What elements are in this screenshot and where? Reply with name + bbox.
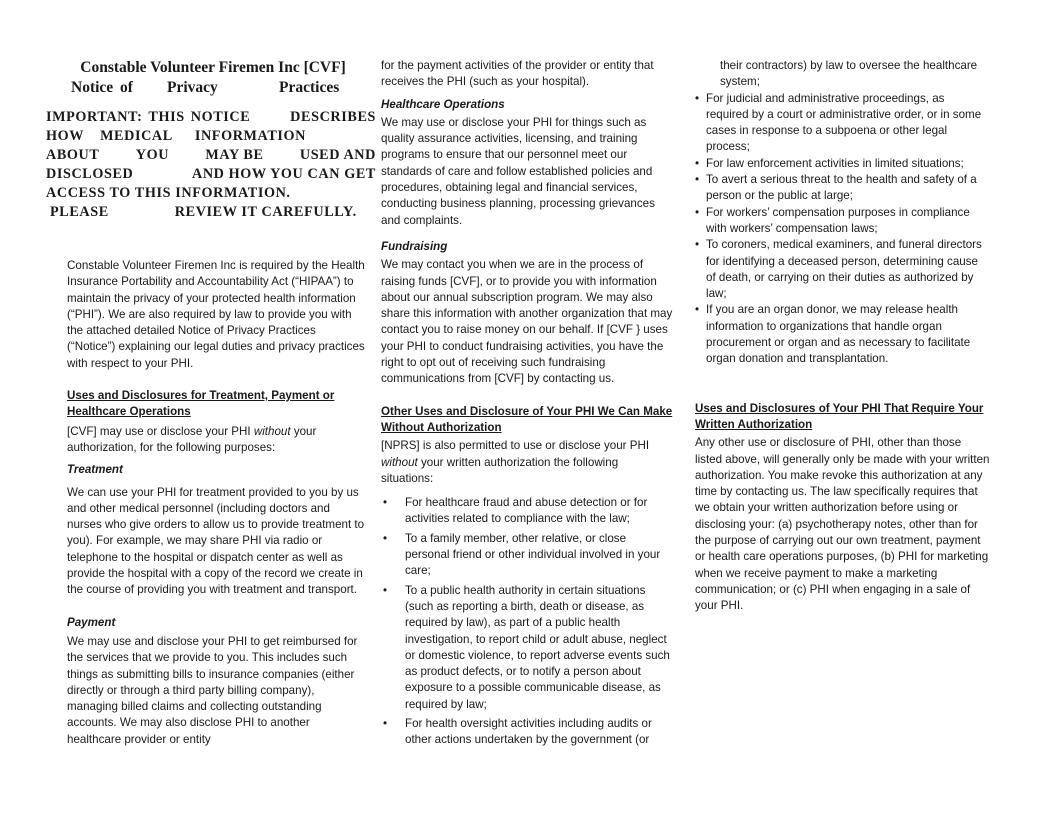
important-word: MEDICAL [100, 128, 173, 144]
important-word: AND HOW YOU CAN GET [191, 166, 376, 182]
intro-paragraph: Constable Volunteer Firemen Inc is required by the Health Insurance Portability and Accountability Act (“HIPAA”) to maintain the privacy of your protected health information (“PHI”). We are also required by law to provide you with the attached detailed Notice of Privacy Practices (“Notice”) explaining our legal duties and privacy practices with respect to your PHI. [67, 259, 365, 370]
list-item: • To a public health authority in certain situations (such as reporting a birth, death or disease, as required by law), as part of a public health investigation, to report child or adult abuse, neglect or domestic violence, to report adverse events such as product defects, or to notify a person about exposure to a possible communicable disease, as required by law; [381, 583, 673, 713]
column-middle [381, 58, 673, 752]
important-word: INFORMATION [194, 128, 307, 144]
important-word: MAY BE [205, 147, 264, 163]
operations-heading: Healthcare Operations [381, 97, 505, 111]
other-uses-paragraph [381, 438, 673, 487]
column-left [46, 58, 376, 748]
important-line [46, 108, 376, 127]
require-authorization-paragraph: Any other use or disclosure of PHI, other than those listed above, will generally only be made with your written authorization. You make revoke this authorization at any time by contacting us. The law specifically requires that we obtain your written authorization before using or disclosing your: (a) psychotherapy notes, other than for the purpose of carrying out our own treatment, payment or health care operations purposes, (b) PHI for marketing when we receive payment to make a marketing communication; or (c) PHI when engaging in a sale of your PHI. [695, 436, 990, 613]
col1-body [67, 258, 367, 748]
list-item: • To a family member, other relative, or close personal friend or other individual involved in your care; [381, 531, 673, 580]
important-word: ABOUT [46, 147, 100, 163]
title-word-practices: Practices [279, 79, 340, 96]
list-item: • For judicial and administrative proceedings, as required by a court or administrative order, or in some cases in response to a subpoena or other legal process; [695, 91, 990, 156]
operations-paragraph: We may use or disclose your PHI for things such as quality assurance activities, licensing, and training programs to ensure that our personnel meet our standards of care and follow established policies and procedures, obtaining legal and financial services, conducting business planning, processing grievances and complaints. [381, 115, 655, 227]
list-item: • For law enforcement activities in limited situations; [695, 156, 990, 172]
list-item: • For health oversight activities including audits or other actions undertaken by the government (or [381, 716, 673, 749]
uses-paragraph [67, 424, 367, 457]
column-right [695, 58, 990, 615]
important-line [46, 146, 376, 165]
title-organization: Constable Volunteer Firemen Inc [CVF] [80, 59, 346, 76]
important-word: ACCESS TO THIS INFORMATION. [46, 185, 291, 201]
important-word: THIS [148, 109, 185, 125]
payment-paragraph: We may use and disclose your PHI to get reimbursed for the services that we provide to you. This includes such things as submitting bills to insurance companies (either directly or through a third party billing company), managing billed claims and collecting outstanding accounts. We may also disclose PHI to another healthcare provider or entity [67, 634, 358, 746]
payment-heading: Payment [67, 615, 116, 629]
fundraising-paragraph: We may contact you when we are in the process of raising funds [CVF], or to provide you with information about our annual subscription program. We may also share this information with another organization that may contact you to raise money on our behalf. If [CVF } uses your PHI to conduct fundraising activities, you have the right to opt out of receiving such fundraising communications from [CVF] by contacting us. [381, 258, 673, 386]
uses-text: [CVF] may use or disclose your PHI [67, 424, 254, 438]
title-word-notice: Notice [71, 79, 114, 96]
title-word-privacy: Privacy [167, 79, 218, 96]
treatment-heading: Treatment [67, 463, 123, 477]
important-word: DESCRIBES [290, 109, 376, 125]
uses-text: your authorization, for the following purposes: [67, 424, 317, 454]
other-uses-emphasis: without [381, 455, 418, 469]
important-word: YOU [135, 147, 170, 163]
list-item: • If you are an organ donor, we may release health information to organizations that handle organ procurement or organ and as necessary to facilitate organ donation and transplantation. [695, 302, 990, 367]
uses-emphasis: without [253, 424, 291, 438]
important-word: NOTICE [190, 109, 251, 125]
list-item: • For healthcare fraud and abuse detection or for activities related to compliance with the law; [381, 495, 673, 528]
title-notice-line [46, 78, 376, 98]
title-word-of: of [120, 79, 133, 96]
permitted-disclosures-list-continued [695, 91, 990, 368]
permitted-disclosures-list [381, 495, 673, 748]
list-item: • To avert a serious threat to the health and safety of a person or the public at large; [695, 172, 990, 205]
payment-paragraph-continued: for the payment activities of the provider or entity that receives the PHI (such as your hospital). [381, 59, 654, 89]
important-notice [46, 108, 376, 222]
important-line [46, 165, 376, 184]
important-line [46, 184, 376, 203]
important-word: PLEASE [50, 204, 109, 220]
fundraising-heading: Fundraising [381, 239, 448, 253]
other-uses-text: [NPRS] is also permitted to use or disclose your PHI [381, 439, 650, 453]
important-word: IMPORTANT: [46, 109, 143, 125]
list-item: • For workers’ compensation purposes in compliance with workers’ compensation laws; [695, 205, 990, 238]
notice-title [46, 58, 376, 222]
oversight-continued: their contractors) by law to oversee the healthcare system; [720, 59, 978, 89]
important-word: HOW [46, 128, 85, 144]
require-authorization-heading: Uses and Disclosures of Your PHI That Require Your Written Authorization [695, 401, 984, 431]
important-word: REVIEW IT CAREFULLY. [174, 204, 357, 220]
treatment-paragraph: We can use your PHI for treatment provided to you by us and other medical personnel (including doctors and nurses who give orders to allow us to provide treatment to you). For example, we may share PHI via radio or telephone to the hospital or dispatch center as well as provide the hospital with a copy of the record we create in the course of providing you with treatment and transport. [67, 485, 365, 597]
important-word: USED AND [299, 147, 376, 163]
uses-heading: Uses and Disclosures for Treatment, Payment or Healthcare Operations [67, 389, 335, 419]
important-line [46, 127, 376, 146]
list-item: • To coroners, medical examiners, and funeral directors for identifying a deceased person, determining cause of death, or carrying on their duties as authorized by law; [695, 237, 990, 302]
other-uses-text: your written authorization the following situations: [381, 455, 619, 485]
important-word: DISCLOSED [46, 166, 134, 182]
other-uses-heading: Other Uses and Disclosure of Your PHI We Can Make Without Authorization [381, 404, 673, 434]
important-line [46, 203, 376, 222]
